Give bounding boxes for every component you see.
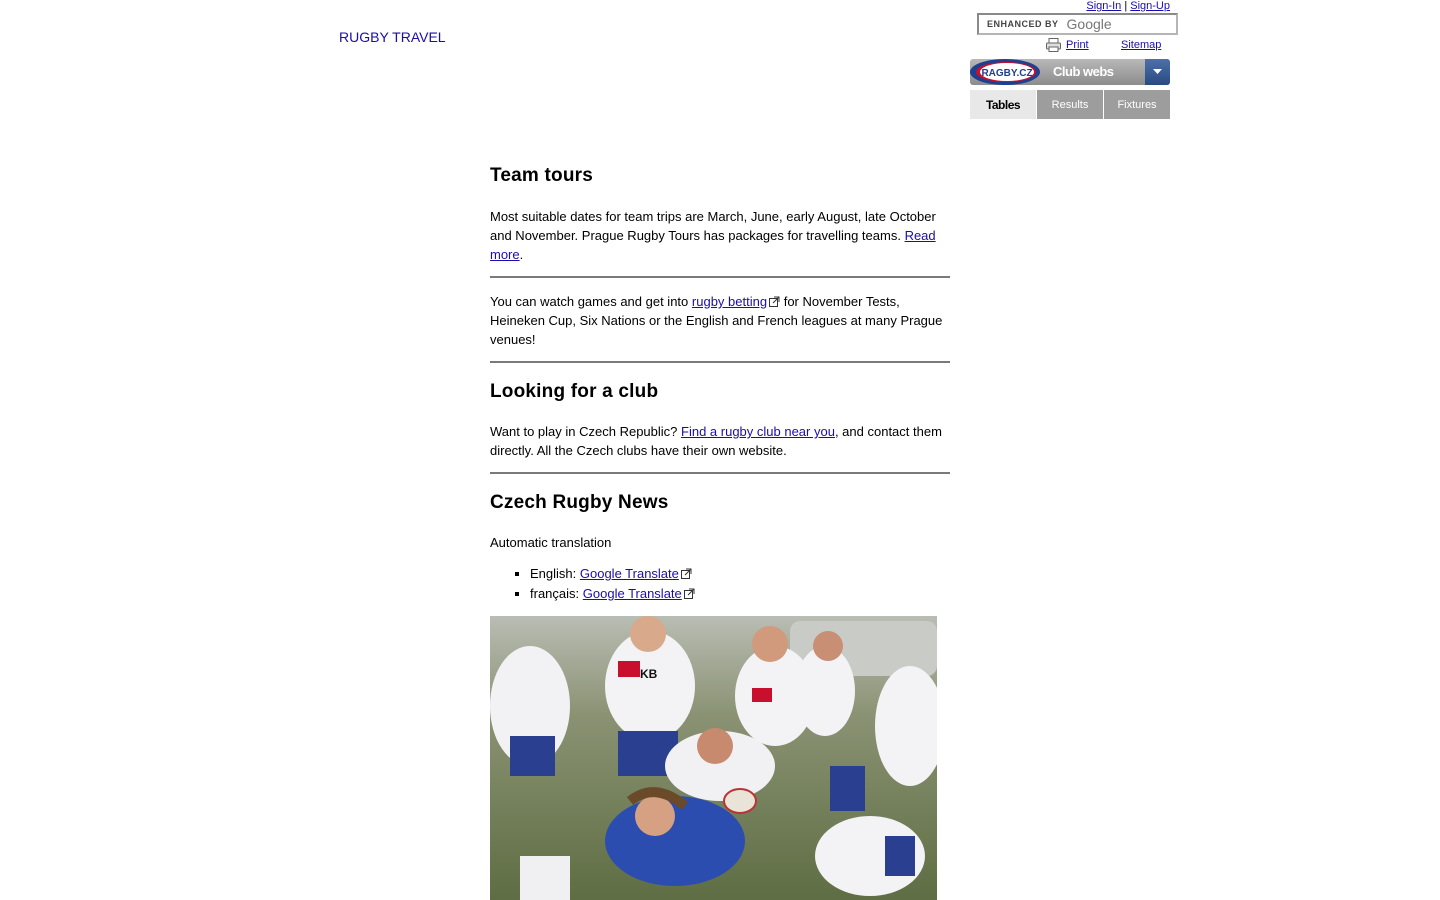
translation-lang: français: [530,586,580,601]
jersey-sponsor-text: KB [640,667,658,681]
team-tours-tail: . [519,247,524,262]
divider [490,361,950,363]
team-tours-paragraph [490,207,950,264]
sign-in-link[interactable]: Sign-In [1086,0,1122,12]
betting-text-pre: You can watch games and get into [490,294,689,309]
search-enhanced-label: ENHANCED BY [987,19,1059,29]
external-link-icon [769,296,780,307]
team-tours-text: Most suitable dates for team trips are March, June, early August, late October and November. Prague Rugby Tours has packages for travelling teams. [490,209,936,243]
automatic-translation-label: Automatic translation [490,535,612,550]
translation-lang: English: [530,566,577,581]
site-title-link[interactable]: RUGBY TRAVEL [339,29,446,45]
dropdown-button[interactable] [1145,59,1170,85]
auth-links [1086,0,1170,12]
divider [490,276,950,278]
stats-tabs [970,90,1171,119]
external-link-icon [681,568,692,579]
find-club-link[interactable]: Find a rugby club near you [681,424,835,439]
read-more-link[interactable]: Read more [490,228,936,262]
rugby-match-photo [490,616,937,900]
google-translate-link[interactable]: Google Translate [582,586,682,601]
chevron-down-icon [1153,69,1162,75]
list-item [530,584,950,604]
tab-results[interactable]: Results [1037,90,1103,119]
google-logo: Google [1066,16,1112,32]
rugby-photo-illustration [490,616,937,900]
club-text-post: , and contact them directly. All the Czech clubs have their own website. [490,424,942,458]
logo-text: RAGBY.CZ [981,68,1033,79]
search-input[interactable] [977,13,1178,35]
betting-text-post: for November Tests, Heineken Cup, Six Nations or the English and French leagues at many Prague venues! [490,294,943,347]
ragby-cz-logo [970,59,1040,85]
print-link[interactable]: Print [1066,39,1089,51]
club-webs-selector[interactable] [970,59,1170,85]
sitemap-link[interactable]: Sitemap [1121,39,1162,51]
external-link-icon [684,588,695,599]
looking-for-club-heading: Looking for a club [490,381,659,402]
sign-up-link[interactable]: Sign-Up [1130,0,1170,12]
printer-icon[interactable] [1046,38,1061,52]
translation-list [490,564,950,604]
divider [490,472,950,474]
google-translate-link[interactable]: Google Translate [579,566,679,581]
tab-tables[interactable]: Tables [970,90,1036,119]
club-paragraph [490,422,950,460]
club-text-pre: Want to play in Czech Republic? [490,424,678,439]
main-content [490,160,950,604]
tab-fixtures[interactable]: Fixtures [1104,90,1170,119]
club-webs-label: Club webs [1053,64,1114,79]
rugby-betting-link[interactable]: rugby betting [691,294,768,309]
czech-rugby-news-heading: Czech Rugby News [490,492,669,513]
list-item [530,564,950,584]
betting-paragraph [490,292,950,349]
team-tours-heading: Team tours [490,165,594,186]
auth-separator: | [1124,0,1128,12]
